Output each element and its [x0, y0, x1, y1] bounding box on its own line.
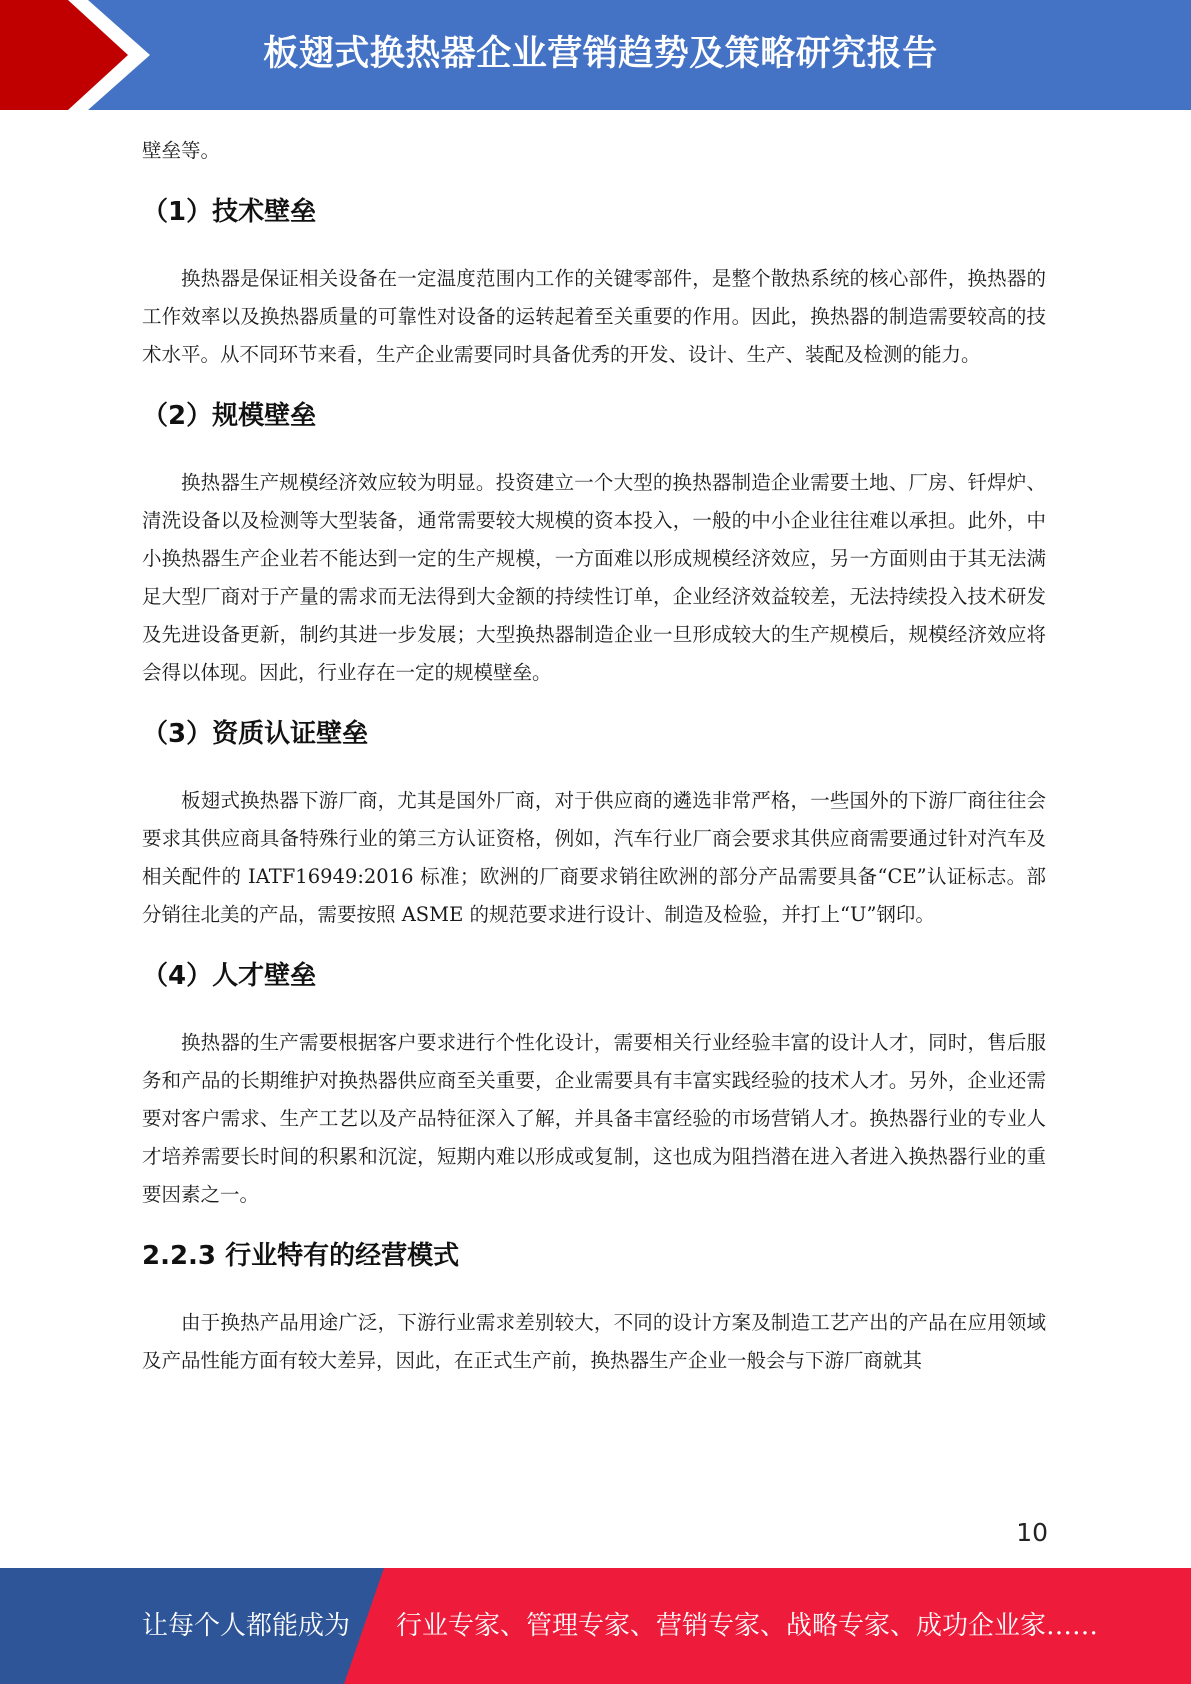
section-certification-barrier	[142, 714, 1046, 934]
page-footer	[0, 1568, 1191, 1684]
document-body	[142, 132, 1046, 1380]
page-header	[0, 0, 1191, 110]
section-technical-barrier	[142, 192, 1046, 374]
section-heading: （4）人才壁垒	[142, 961, 317, 991]
document-title: 板翅式换热器企业营销趋势及策略研究报告	[263, 34, 938, 74]
section-scale-barrier	[142, 396, 1046, 692]
section-heading: （3）资质认证壁垒	[142, 719, 369, 749]
section-heading: （1）技术壁垒	[142, 197, 317, 227]
lead-text: 壁垒等。	[142, 139, 221, 162]
paragraph: 换热器的生产需要根据客户要求进行个性化设计，需要相关行业经验丰富的设计人才，同时，售后服务和产品的长期维护对换热器供应商至关重要，企业需要具有丰富实践经验的技术人才。另外，企业还需要对客户需求、生产工艺以及产品特征深入了解，并具备丰富经验的市场营销人才。换热器行业的专业人才培养需要长时间的积累和沉淀，短期内难以形成或复制，这也成为阻挡潜在进入者进入换热器行业的重要因素之一。	[142, 1031, 1046, 1206]
header-chevron-decoration	[0, 0, 160, 110]
footer-slogan-right: 行业专家、管理专家、营销专家、战略专家、成功企业家……	[396, 1611, 1099, 1641]
section-talent-barrier	[142, 956, 1046, 1214]
paragraph: 板翅式换热器下游厂商，尤其是国外厂商，对于供应商的遴选非常严格，一些国外的下游厂商往往会要求其供应商具备特殊行业的第三方认证资格，例如，汽车行业厂商会要求其供应商需要通过针对汽车及相关配件的 IATF16949:2016 标准；欧洲的厂商要求销往欧洲的部分产品需要具备“CE”认证标志。部分销往北美的产品，需要按照 ASME 的规范要求进行设计、制造及检验，并打上“U”钢印。	[142, 789, 1046, 926]
footer-slogan-left: 让每个人都能成为	[142, 1611, 351, 1641]
paragraph: 换热器生产规模经济效应较为明显。投资建立一个大型的换热器制造企业需要土地、厂房、钎焊炉、清洗设备以及检测等大型装备，通常需要较大规模的资本投入，一般的中小企业往往难以承担。此外，中小换热器生产企业若不能达到一定的生产规模，一方面难以形成规模经济效应，另一方面则由于其无法满足大型厂商对于产量的需求而无法得到大金额的持续性订单，企业经济效益较差，无法持续投入技术研发及先进设备更新，制约其进一步发展；大型换热器制造企业一旦形成较大的生产规模后，规模经济效应将会得以体现。因此，行业存在一定的规模壁垒。	[142, 471, 1046, 684]
section-heading: 2.2.3 行业特有的经营模式	[142, 1241, 460, 1271]
section-heading: （2）规模壁垒	[142, 401, 317, 431]
paragraph: 由于换热产品用途广泛，下游行业需求差别较大，不同的设计方案及制造工艺产出的产品在应用领域及产品性能方面有较大差异，因此，在正式生产前，换热器生产企业一般会与下游厂商就其	[142, 1311, 1046, 1372]
page-number: 10	[1016, 1518, 1048, 1547]
section-business-model	[142, 1236, 1046, 1380]
paragraph: 换热器是保证相关设备在一定温度范围内工作的关键零部件，是整个散热系统的核心部件，换热器的工作效率以及换热器质量的可靠性对设备的运转起着至关重要的作用。因此，换热器的制造需要较高的技术水平。从不同环节来看，生产企业需要同时具备优秀的开发、设计、生产、装配及检测的能力。	[142, 267, 1046, 366]
